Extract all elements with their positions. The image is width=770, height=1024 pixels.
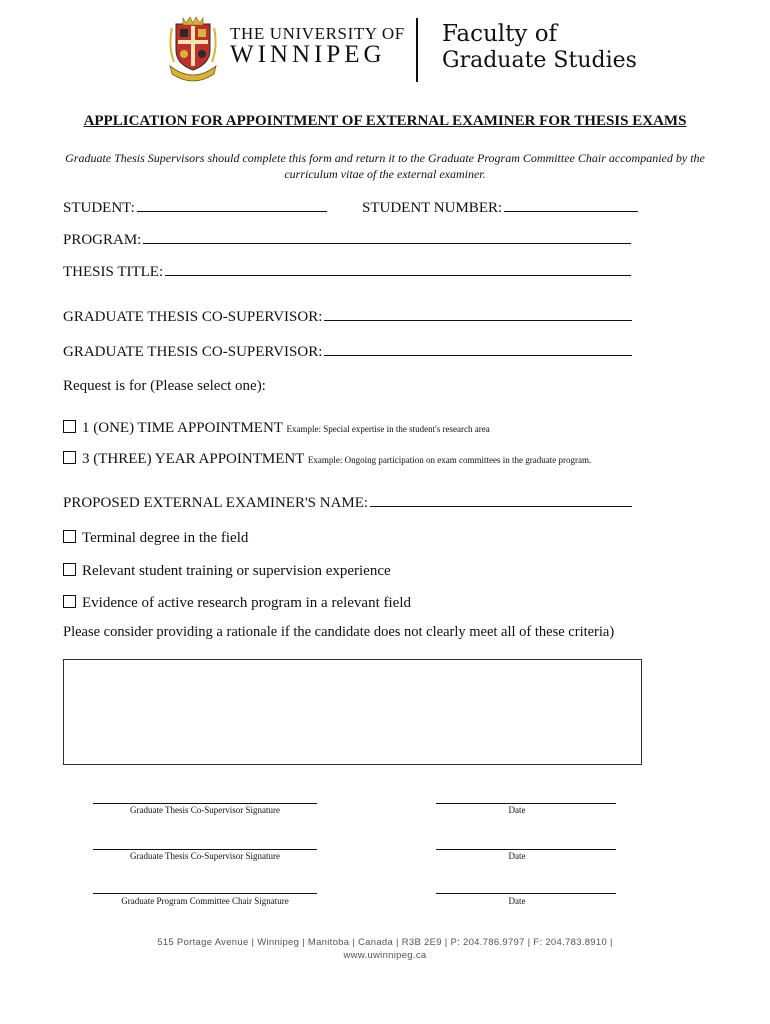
criteria-checkbox-training[interactable] (63, 563, 76, 576)
co-supervisor-2-date-label: Date (508, 851, 526, 861)
thesis-title-field (63, 261, 631, 281)
committee-chair-signature-line[interactable] (93, 893, 317, 894)
co-supervisor-1-input-line[interactable] (324, 306, 632, 321)
co-supervisor-2-signature-label: Graduate Thesis Co-Supervisor Signature (129, 851, 281, 861)
criteria-checkbox-terminal-degree[interactable] (63, 530, 76, 543)
rationale-textarea[interactable] (64, 660, 641, 764)
thesis-title-input-line[interactable] (165, 261, 631, 276)
criteria-label-training: Relevant student training or supervision experience (82, 563, 391, 579)
rationale-textbox[interactable] (63, 659, 642, 765)
co-supervisor-2-input-line[interactable] (324, 341, 632, 356)
university-crest-logo (166, 16, 220, 84)
form-instructions: Graduate Thesis Supervisors should complete this form and return it to the Graduate Program Committee Chair accompanied by the curriculum vitae of the external examiner. (65, 151, 705, 181)
committee-chair-signature-label: Graduate Program Committee Chair Signature (121, 896, 289, 906)
examiner-name-input-line[interactable] (370, 492, 632, 507)
program-input-line[interactable] (143, 229, 631, 244)
student-number-label: STUDENT NUMBER: (362, 200, 503, 216)
university-name-line1: THE UNIVERSITY OF (230, 24, 405, 43)
option-one-time (63, 420, 490, 437)
option-one-time-checkbox[interactable] (63, 420, 76, 433)
faculty-name-line2: Graduate Studies (442, 48, 637, 73)
examiner-name-field (63, 492, 632, 512)
option-one-time-example: Example: Special expertise in the student's research area (286, 424, 490, 434)
student-field (63, 197, 327, 217)
co-supervisor-2-field (63, 341, 632, 361)
program-field (63, 229, 631, 249)
co-supervisor-1-date-line[interactable] (436, 803, 616, 804)
header-divider (416, 18, 418, 82)
student-label: STUDENT: (63, 200, 135, 216)
criteria-item (63, 595, 411, 612)
criteria-item (63, 530, 248, 547)
co-supervisor-1-date-label: Date (508, 805, 526, 815)
footer-address: 515 Portage Avenue | Winnipeg | Manitoba | Canada | R3B 2E9 | P: 204.786.9797 | F: 204.783.8910 | (157, 937, 613, 948)
form-title: APPLICATION FOR APPOINTMENT OF EXTERNAL EXAMINER FOR THESIS EXAMS (83, 113, 687, 129)
option-one-time-label: 1 (ONE) TIME APPOINTMENT (82, 420, 283, 436)
thesis-title-label: THESIS TITLE: (63, 264, 164, 280)
option-three-year-label: 3 (THREE) YEAR APPOINTMENT (82, 451, 305, 467)
co-supervisor-2-signature-line[interactable] (93, 849, 317, 850)
co-supervisor-2-label: GRADUATE THESIS CO-SUPERVISOR: (63, 344, 323, 360)
option-three-year (63, 451, 591, 468)
student-number-field (362, 197, 638, 217)
student-input-line[interactable] (137, 197, 327, 212)
co-supervisor-1-signature-label: Graduate Thesis Co-Supervisor Signature (129, 805, 281, 815)
footer-website[interactable]: www.uwinnipeg.ca (343, 950, 427, 961)
rationale-prompt: Please consider providing a rationale if the candidate does not clearly meet all of these criteria) (63, 624, 615, 640)
criteria-label-terminal-degree: Terminal degree in the field (82, 530, 249, 546)
option-three-year-checkbox[interactable] (63, 451, 76, 464)
faculty-name-line1: Faculty of (442, 21, 558, 47)
criteria-item (63, 563, 391, 580)
committee-chair-date-line[interactable] (436, 893, 616, 894)
co-supervisor-2-date-line[interactable] (436, 849, 616, 850)
co-supervisor-1-field (63, 306, 632, 326)
criteria-checkbox-research[interactable] (63, 595, 76, 608)
co-supervisor-1-label: GRADUATE THESIS CO-SUPERVISOR: (63, 309, 323, 325)
university-name-line2: WINNIPEG (230, 41, 386, 68)
request-prompt: Request is for (Please select one): (63, 378, 266, 394)
examiner-name-label: PROPOSED EXTERNAL EXAMINER'S NAME: (63, 495, 369, 511)
co-supervisor-1-signature-line[interactable] (93, 803, 317, 804)
criteria-label-research: Evidence of active research program in a relevant field (82, 595, 411, 611)
committee-chair-date-label: Date (508, 896, 526, 906)
student-number-input-line[interactable] (504, 197, 638, 212)
option-three-year-example: Example: Ongoing participation on exam committees in the graduate program. (307, 455, 592, 465)
program-label: PROGRAM: (63, 232, 142, 248)
